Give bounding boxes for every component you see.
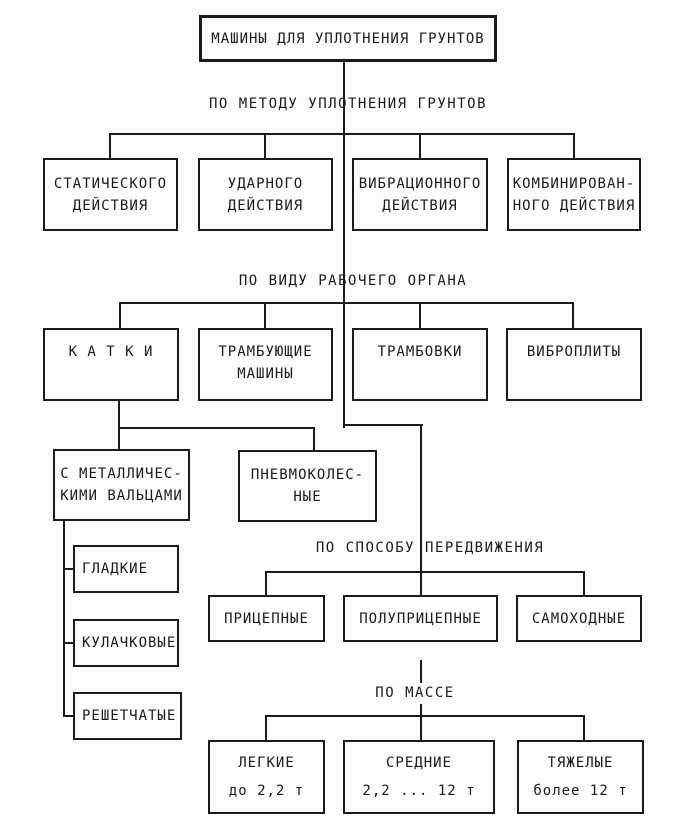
connector-trunk-upper (343, 60, 345, 428)
box-pneumatic-wheeled (238, 450, 377, 522)
connector-mass-drop-1 (265, 715, 267, 742)
box-tamping-machines-line2: МАШИНЫ (237, 366, 294, 382)
box-impact-action-line1: УДАРНОГО (227, 175, 304, 192)
box-metal-drums-line2: КИМИ ВАЛЬЦАМИ (60, 488, 183, 504)
box-impact-action (198, 158, 333, 231)
box-rollers (43, 328, 179, 401)
box-heavy (517, 740, 644, 814)
box-root (199, 15, 497, 62)
connector-organ-bus (119, 302, 574, 304)
box-tamping-machines (198, 328, 333, 401)
connector-movement-drop-3 (583, 571, 585, 597)
connector-metal-stem (63, 519, 65, 717)
box-semitrailed-label: ПОЛУПРИЦЕПНЫЕ (359, 610, 482, 627)
connector-organ-drop-3 (419, 302, 421, 330)
box-combined-action-line2: НОГО ДЕЙСТВИЯ (512, 197, 636, 214)
box-grid-drums (73, 692, 182, 740)
connector-method-bus (109, 133, 575, 135)
box-tampers-label: ТРАМБОВКИ (377, 344, 463, 360)
box-static-action (43, 158, 178, 231)
box-padfoot-drums-label: КУЛАЧКОВЫЕ (82, 635, 177, 651)
box-metal-drums (53, 449, 190, 521)
box-static-action-line2: ДЕЙСТВИЯ (72, 197, 149, 214)
label-by-mass: ПО МАССЕ (371, 683, 458, 704)
box-trailed-label: ПРИЦЕПНЫЕ (224, 610, 309, 627)
box-vibroplates-label: ВИБРОПЛИТЫ (526, 344, 622, 360)
box-light-line1: ЛЕГКИЕ (238, 755, 295, 771)
label-by-method: ПО МЕТОДУ УПЛОТНЕНИЯ ГРУНТОВ (208, 96, 488, 112)
connector-method-drop-2 (264, 133, 266, 160)
connector-method-drop-3 (419, 133, 421, 160)
box-vibration-action-line2: ДЕЙСТВИЯ (382, 197, 458, 214)
box-semitrailed (343, 595, 498, 642)
box-grid-drums-label: РЕШЕТЧАТЫЕ (82, 708, 177, 724)
connector-method-drop-1 (109, 133, 111, 160)
box-tamping-machines-line1: ТРАМБУЮЩИЕ (218, 344, 313, 360)
connector-rollers-stem (118, 399, 120, 451)
connector-mass-drop-3 (583, 715, 585, 742)
box-root-label: МАШИНЫ ДЛЯ УПЛОТНЕНИЯ ГРУНТОВ (211, 30, 485, 47)
box-combined-action-line1: КОМБИНИРОВАН- (512, 175, 636, 192)
box-pneumatic-wheeled-line2: НЫЕ (293, 489, 322, 505)
label-by-organ: ПО ВИДУ РАБОЧЕГО ОРГАНА (238, 273, 468, 289)
connector-movement-drop-1 (265, 571, 267, 597)
box-static-action-line1: СТАТИЧЕСКОГО (53, 175, 168, 192)
box-smooth-drums-label: ГЛАДКИЕ (82, 561, 149, 577)
box-light-line2: до 2,2 т (228, 783, 305, 799)
connector-method-drop-4 (573, 133, 575, 160)
box-selfpropelled-label: САМОХОДНЫЕ (531, 610, 627, 627)
box-medium-line1: СРЕДНИЕ (385, 755, 452, 771)
box-padfoot-drums (73, 619, 179, 667)
connector-mass-bus (265, 715, 585, 717)
connector-trunk-jog (343, 424, 423, 426)
box-vibration-action-line1: ВИБРАЦИОННОГО (358, 175, 482, 192)
box-combined-action (507, 158, 641, 231)
connector-movement-bus (265, 571, 585, 573)
box-tampers (352, 328, 488, 401)
label-by-movement: ПО СПОСОБУ ПЕРЕДВИЖЕНИЯ (315, 540, 545, 556)
connector-rollers-bus (118, 427, 315, 429)
connector-rollers-drop-pneumatic (313, 427, 315, 452)
box-light (208, 740, 325, 814)
connector-organ-drop-2 (264, 302, 266, 330)
box-heavy-line2: более 12 т (533, 783, 628, 799)
box-medium (343, 740, 495, 814)
box-vibration-action (352, 158, 488, 231)
box-selfpropelled (516, 595, 642, 642)
box-medium-line2: 2,2 ... 12 т (362, 783, 476, 799)
connector-organ-drop-1 (119, 302, 121, 330)
box-metal-drums-line1: С МЕТАЛЛИЧЕС- (60, 466, 183, 482)
box-trailed (208, 595, 325, 642)
box-smooth-drums (73, 545, 179, 593)
connector-organ-drop-4 (572, 302, 574, 330)
box-pneumatic-wheeled-line1: ПНЕВМОКОЛЕС- (250, 467, 365, 483)
box-vibroplates (506, 328, 642, 401)
box-rollers-label: К А Т К И (68, 344, 154, 360)
box-impact-action-line2: ДЕЙСТВИЯ (227, 197, 304, 214)
box-heavy-line1: ТЯЖЕЛЫЕ (547, 755, 614, 771)
